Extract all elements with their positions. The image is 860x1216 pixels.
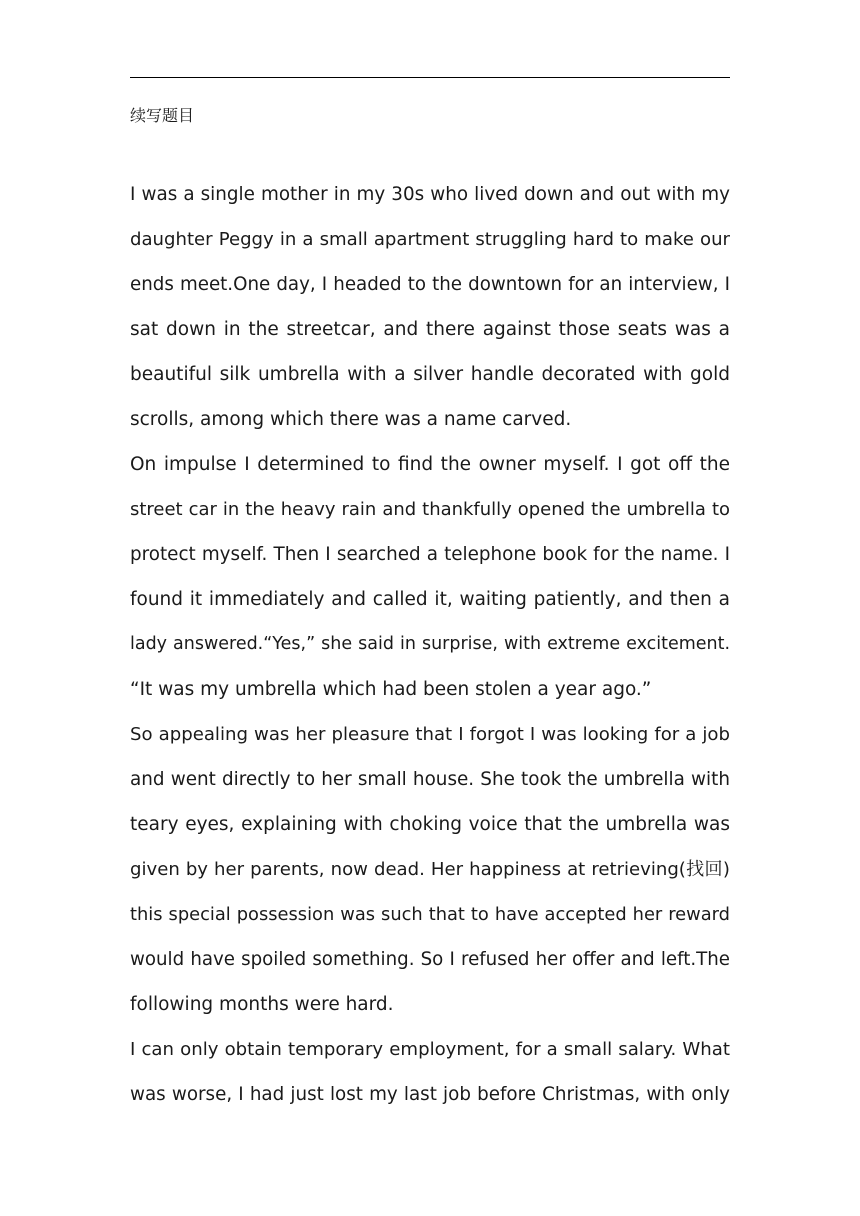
paragraph-3 — [130, 712, 730, 1027]
section-title: 续写题目 — [130, 106, 195, 125]
text-line: would have spoiled something. So I refused her offer and left.The — [130, 949, 730, 970]
paragraph-4 — [130, 1027, 730, 1117]
text-line: I can only obtain temporary employment, for a small salary. What — [130, 1039, 730, 1060]
text-line: found it immediately and called it, waiting patiently, and then a — [130, 589, 730, 610]
text-line: “It was my umbrella which had been stolen a year ago.” — [130, 679, 652, 700]
text-line: given by her parents, now dead. Her happiness at retrieving(找回) — [130, 859, 730, 880]
text-line: was worse, I had just lost my last job before Christmas, with only — [130, 1084, 730, 1105]
text-line: and went directly to her small house. She took the umbrella with — [130, 769, 730, 790]
text-line: beautiful silk umbrella with a silver handle decorated with gold — [130, 364, 730, 385]
paragraph-2 — [130, 442, 730, 712]
text-line: lady answered.“Yes,” she said in surprise, with extreme excitement. — [130, 634, 730, 654]
story-body — [130, 172, 730, 1117]
text-line: ends meet.One day, I headed to the downtown for an interview, I — [130, 274, 730, 295]
text-line: this special possession was such that to have accepted her reward — [130, 904, 730, 925]
text-line: I was a single mother in my 30s who lived down and out with my — [130, 184, 730, 205]
text-line: protect myself. Then I searched a telephone book for the name. I — [130, 544, 730, 565]
text-line: daughter Peggy in a small apartment struggling hard to make our — [130, 229, 730, 250]
text-line: street car in the heavy rain and thankfully opened the umbrella to — [130, 499, 730, 520]
paragraph-1 — [130, 172, 730, 442]
text-line: So appealing was her pleasure that I forgot I was looking for a job — [130, 724, 730, 745]
header-rule — [130, 77, 730, 78]
text-line: On impulse I determined to find the owner myself. I got off the — [130, 454, 730, 475]
text-line: following months were hard. — [130, 994, 394, 1015]
text-line: teary eyes, explaining with choking voice that the umbrella was — [130, 814, 730, 835]
text-line: scrolls, among which there was a name carved. — [130, 409, 572, 430]
text-line: sat down in the streetcar, and there against those seats was a — [130, 319, 730, 340]
